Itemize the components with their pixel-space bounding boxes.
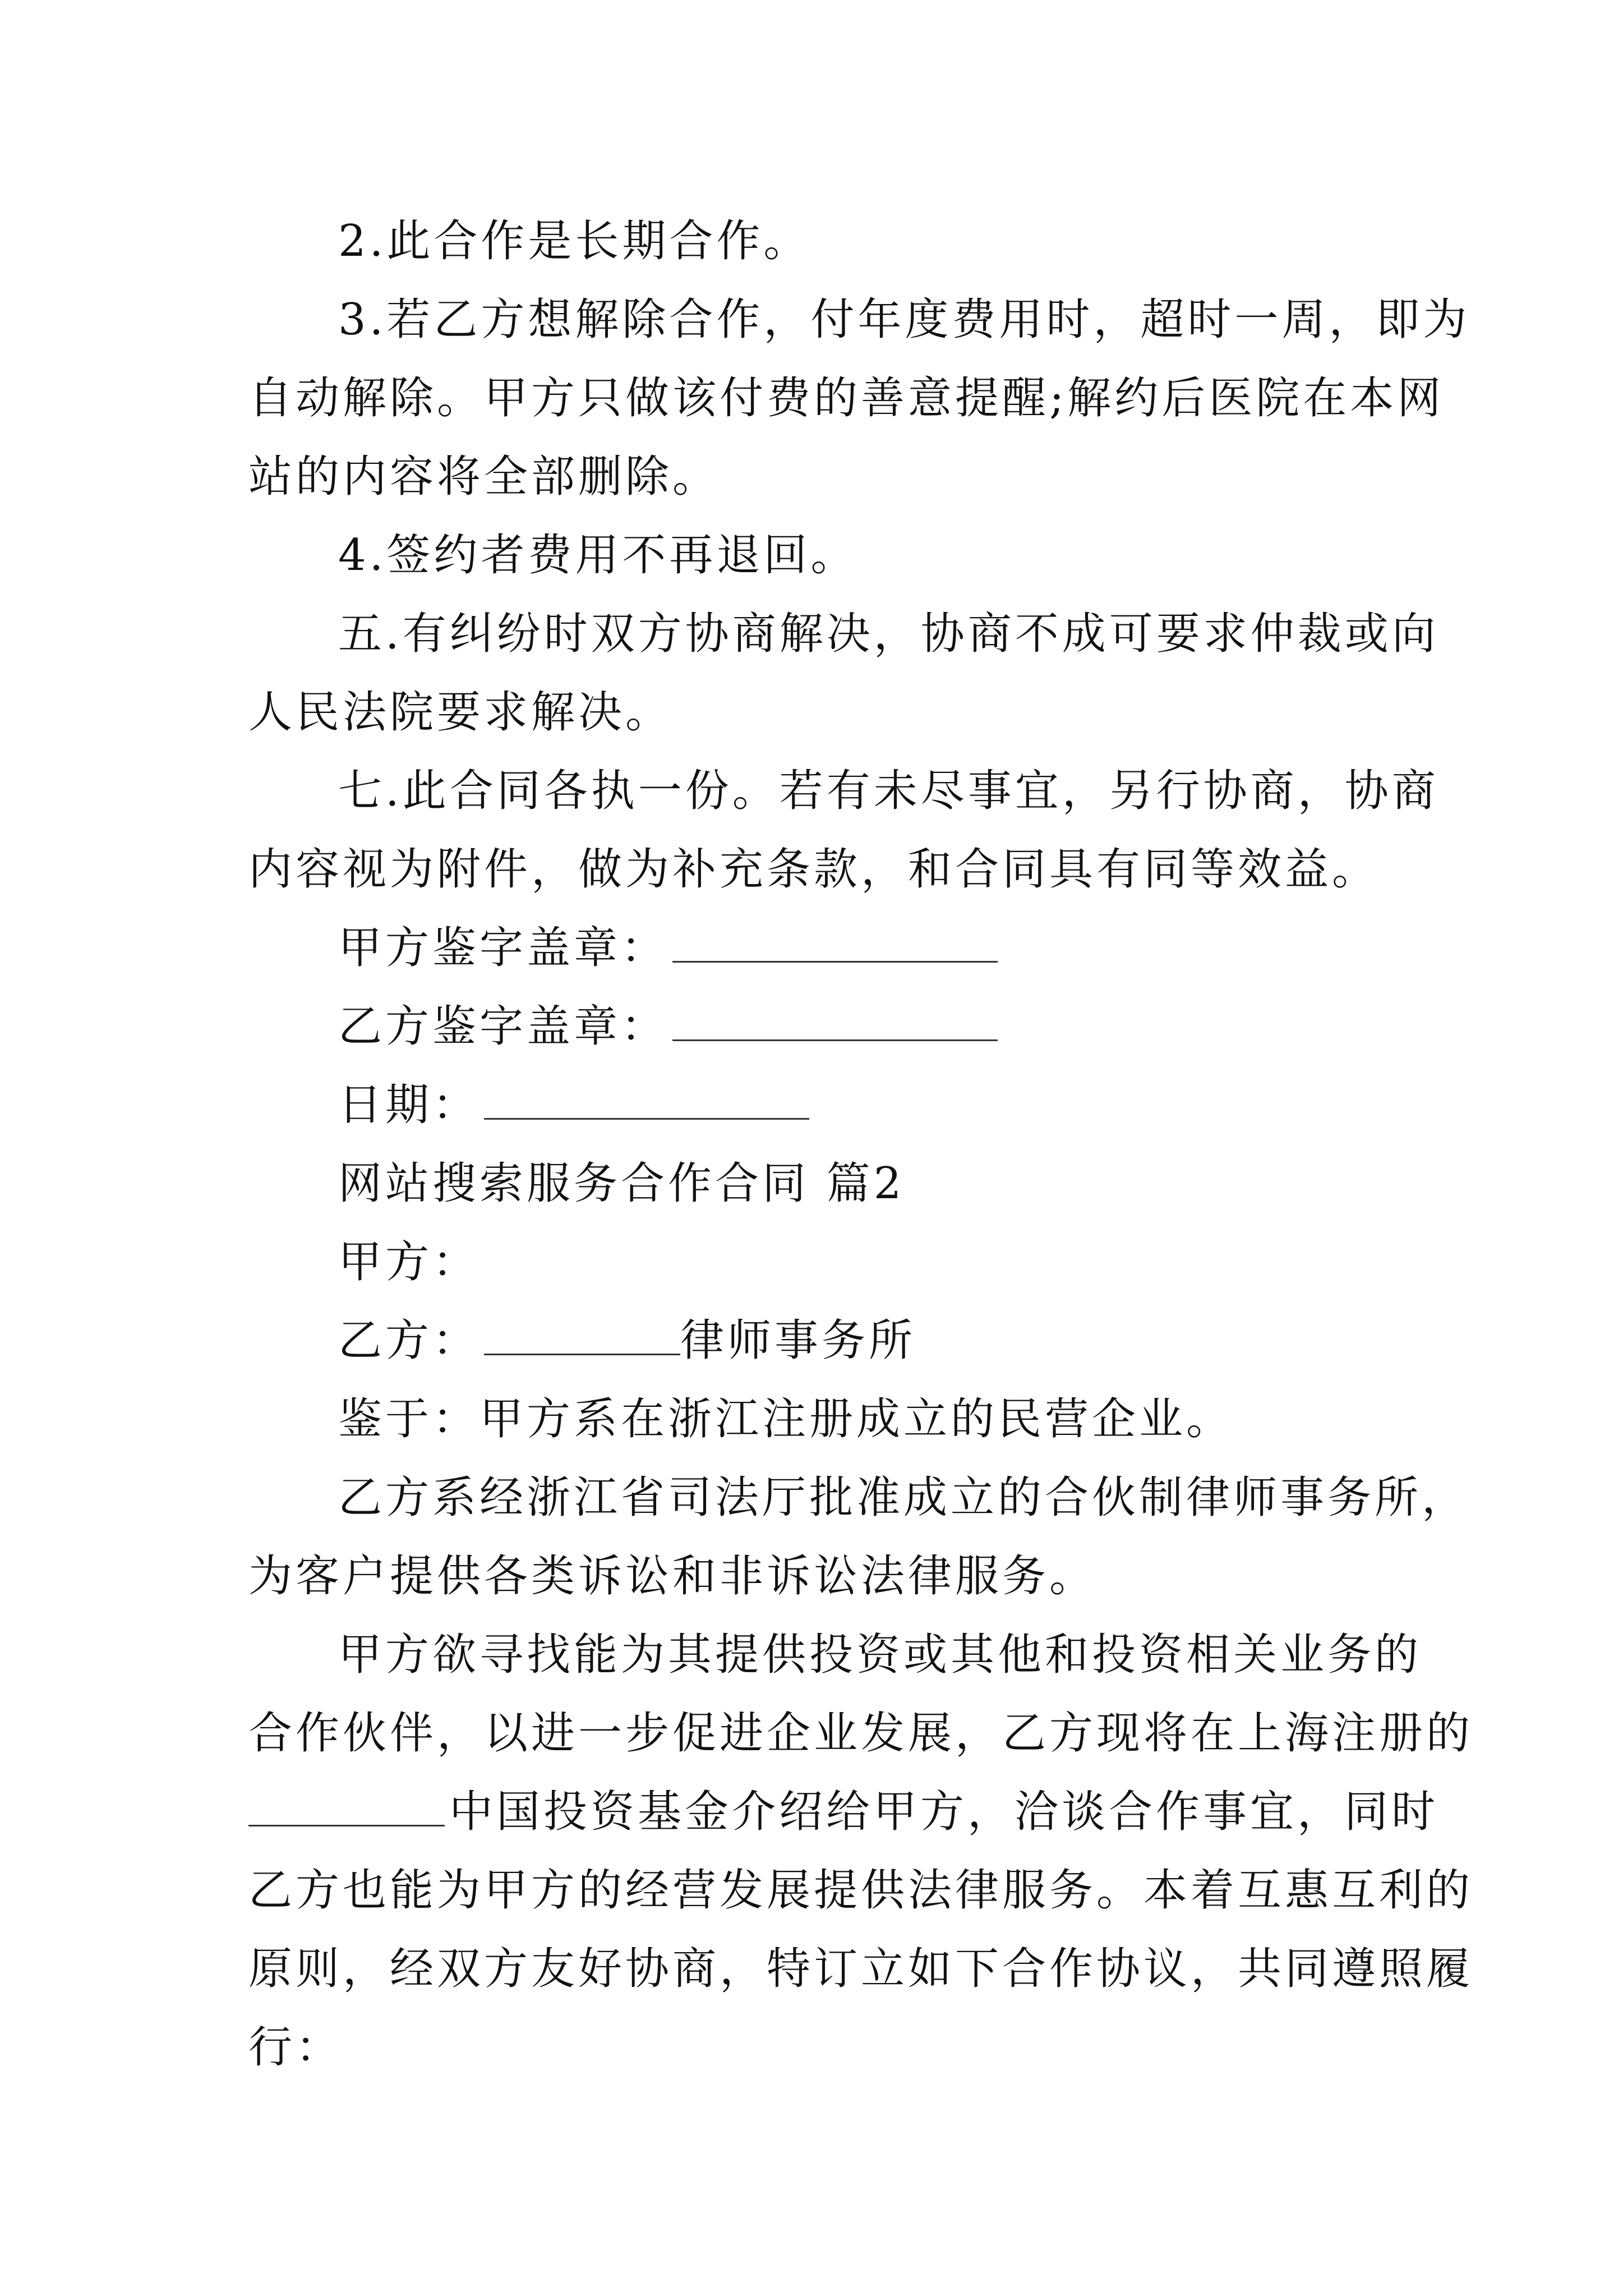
party-a-signature-row <box>248 909 1387 987</box>
date-blank <box>484 1075 809 1120</box>
purpose-line-1: 甲方欲寻找能为其提供投资或其他和投资相关业务的 <box>338 1630 1422 1680</box>
clause-4: 4.签约者费用不再退回。 <box>338 530 858 581</box>
document-page <box>248 202 1474 2087</box>
party-b-label: 乙方： <box>338 1315 480 1366</box>
purpose-line-2: 合作伙伴，以进一步促进企业发展，乙方现将在上海注册的 <box>248 1708 1474 1759</box>
party-b-signature-blank <box>672 997 998 1041</box>
party-b-signature-label: 乙方鉴字盖章： <box>338 1001 668 1052</box>
purpose-line-5: 原则，经双方友好协商，特订立如下合作协议，共同遵照履 <box>248 1944 1474 1994</box>
clause-2: 2.此合作是长期合作。 <box>338 216 811 266</box>
party-a-row <box>248 1223 1387 1301</box>
purpose-line-4: 乙方也能为甲方的经营发展提供法律服务。本着互惠互利的 <box>248 1865 1474 1916</box>
date-label: 日期： <box>338 1080 480 1130</box>
party-b-desc-line-2: 为客户提供各类诉讼和非诉讼法律服务。 <box>248 1551 1097 1602</box>
date-row <box>248 1066 1387 1144</box>
party-b-signature-row <box>248 987 1387 1066</box>
party-b-desc-line-1: 乙方系经浙江省司法厅批准成立的合伙制律师事务所， <box>338 1473 1469 1523</box>
purpose-line-6: 行： <box>248 2022 343 2073</box>
fund-name-blank <box>248 1782 445 1826</box>
purpose-line-3: 中国投资基金介绍给甲方，洽谈合作事宜，同时 <box>248 1773 1387 1851</box>
party-a-label: 甲方： <box>338 1237 480 1287</box>
party-b-name-blank <box>484 1311 680 1355</box>
section-7-line-1: 七.此合同各执一份。若有未尽事宜，另行协商，协商 <box>338 766 1439 816</box>
law-firm-suffix: 律师事务所 <box>680 1315 916 1366</box>
whereas-line: 鉴于：甲方系在浙江注册成立的民营企业。 <box>338 1394 1234 1444</box>
clause-3-line-1: 3.若乙方想解除合作，付年度费用时，超时一周，即为 <box>338 295 1470 345</box>
section-5-line-2: 人民法院要求解决。 <box>248 687 673 738</box>
section-7-line-2: 内容视为附件，做为补充条款，和合同具有同等效益。 <box>248 844 1380 895</box>
contract-2-title: 网站搜索服务合作合同 篇2 <box>338 1158 905 1209</box>
party-a-signature-blank <box>672 918 998 963</box>
party-a-signature-label: 甲方鉴字盖章： <box>338 923 668 973</box>
clause-3-line-2: 自动解除。甲方只做该付费的善意提醒;解约后医院在本网 <box>248 373 1445 424</box>
party-b-row <box>248 1301 1387 1380</box>
clause-3-line-3: 站的内容将全部删除。 <box>248 452 720 502</box>
section-5-line-1: 五.有纠纷时双方协商解决，协商不成可要求仲裁或向 <box>338 609 1439 659</box>
